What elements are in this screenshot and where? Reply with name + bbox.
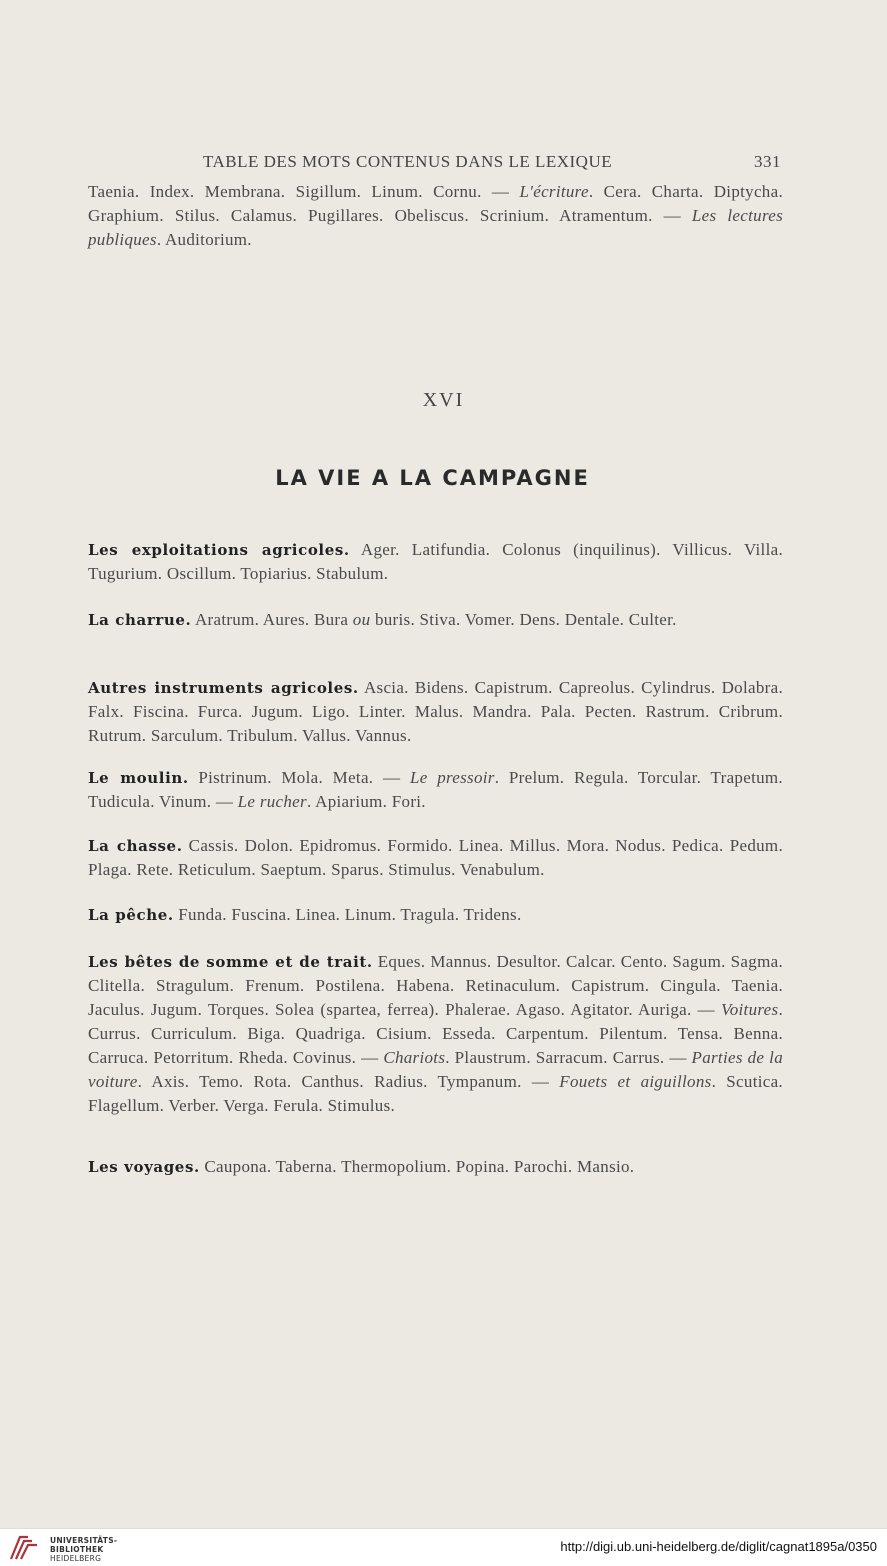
viewer-footer: [0, 1528, 887, 1566]
chapter-title: LA VIE A LA CAMPAGNE: [275, 466, 590, 490]
section-charrue: La charrue. Aratrum. Aures. Bura ou buris. Stiva. Vomer. Dens. Dentale. Culter.: [88, 610, 677, 629]
intro-paragraph: Taenia. Index. Membrana. Sigillum. Linum. Cornu. — L'écriture. Cera. Charta. Diptycha. Graphium. Stilus. Calamus. Pugillares. Obeliscus. Scrinium. Atramentum. — Les lectures publiques. Auditorium.: [88, 182, 783, 249]
section-voyages: Les voyages. Caupona. Taberna. Thermopolium. Popina. Parochi. Mansio.: [88, 1157, 635, 1176]
section-exploitations: Les exploitations agricoles. Ager. Latifundia. Colonus (inquilinus). Villicus. Villa. Tugurium. Oscillum. Topiarius. Stabulum.: [88, 540, 783, 583]
section-betes: Les bêtes de somme et de trait. Eques. Mannus. Desultor. Calcar. Cento. Sagum. Sagma. Clitella. Stragulum. Frenum. Postilena. Habena. Retinaculum. Capistrum. Cingula. Taenia. Jaculus. Jugum. Torques. Solea (spartea, ferrea). Phalerae. Agaso. Agitator. Auriga. — Voitures. Currus. Curriculum. Biga. Quadriga. Cisium. Esseda. Carpentum. Pilentum. Tensa. Benna. Carruca. Petorritum. Rheda. Covinus. — Chariots. Plaustrum. Sarracum. Carrus. — Parties de la voiture. Axis. Temo. Rota. Canthus. Radius. Tympanum. — Fouets et aiguillons. Scutica. Flagellum. Verber. Verga. Ferula. Stimulus.: [88, 952, 783, 1115]
section-instruments: Autres instruments agricoles. Ascia. Bidens. Capistrum. Capreolus. Cylindrus. Dolabra. Falx. Fiscina. Furca. Jugum. Ligo. Linter. Malus. Mandra. Pala. Pecten. Rastrum. Cribrum. Rutrum. Sarculum. Tribulum. Vallus. Vannus.: [88, 678, 784, 745]
section-heading: Les voyages.: [88, 1158, 200, 1176]
section-heading: Autres instruments agricoles.: [88, 679, 359, 697]
section-heading: La charrue.: [88, 611, 192, 629]
section-heading: Le moulin.: [88, 769, 189, 787]
chapter-number: XVI: [422, 389, 465, 411]
running-head: [88, 152, 783, 174]
page-number: 331: [754, 152, 781, 171]
library-logo-icon: [8, 1534, 42, 1562]
section-chasse: La chasse. Cassis. Dolon. Epidromus. Formido. Linea. Millus. Mora. Nodus. Pedica. Pedum. Plaga. Rete. Reticulum. Saeptum. Sparus. Stimulus. Venabulum.: [88, 836, 783, 879]
section-heading: Les bêtes de somme et de trait.: [88, 953, 373, 971]
section-peche: La pêche. Funda. Fuscina. Linea. Linum. Tragula. Tridens.: [88, 905, 522, 924]
permalink-url[interactable]: http://digi.ub.uni-heidelberg.de/diglit/cagnat1895a/0350: [560, 1539, 877, 1554]
section-heading: La chasse.: [88, 837, 183, 855]
section-heading: Les exploitations agricoles.: [88, 541, 350, 559]
section-moulin: Le moulin. Pistrinum. Mola. Meta. — Le pressoir. Prelum. Regula. Torcular. Trapetum. Tudicula. Vinum. — Le rucher. Apiarium. Fori.: [88, 768, 783, 811]
running-head-title: TABLE DES MOTS CONTENUS DANS LE LEXIQUE: [203, 152, 613, 171]
library-logo-text: UNIVERSITÄTS- BIBLIOTHEK HEIDELBERG: [50, 1536, 118, 1563]
section-heading: La pêche.: [88, 906, 174, 924]
